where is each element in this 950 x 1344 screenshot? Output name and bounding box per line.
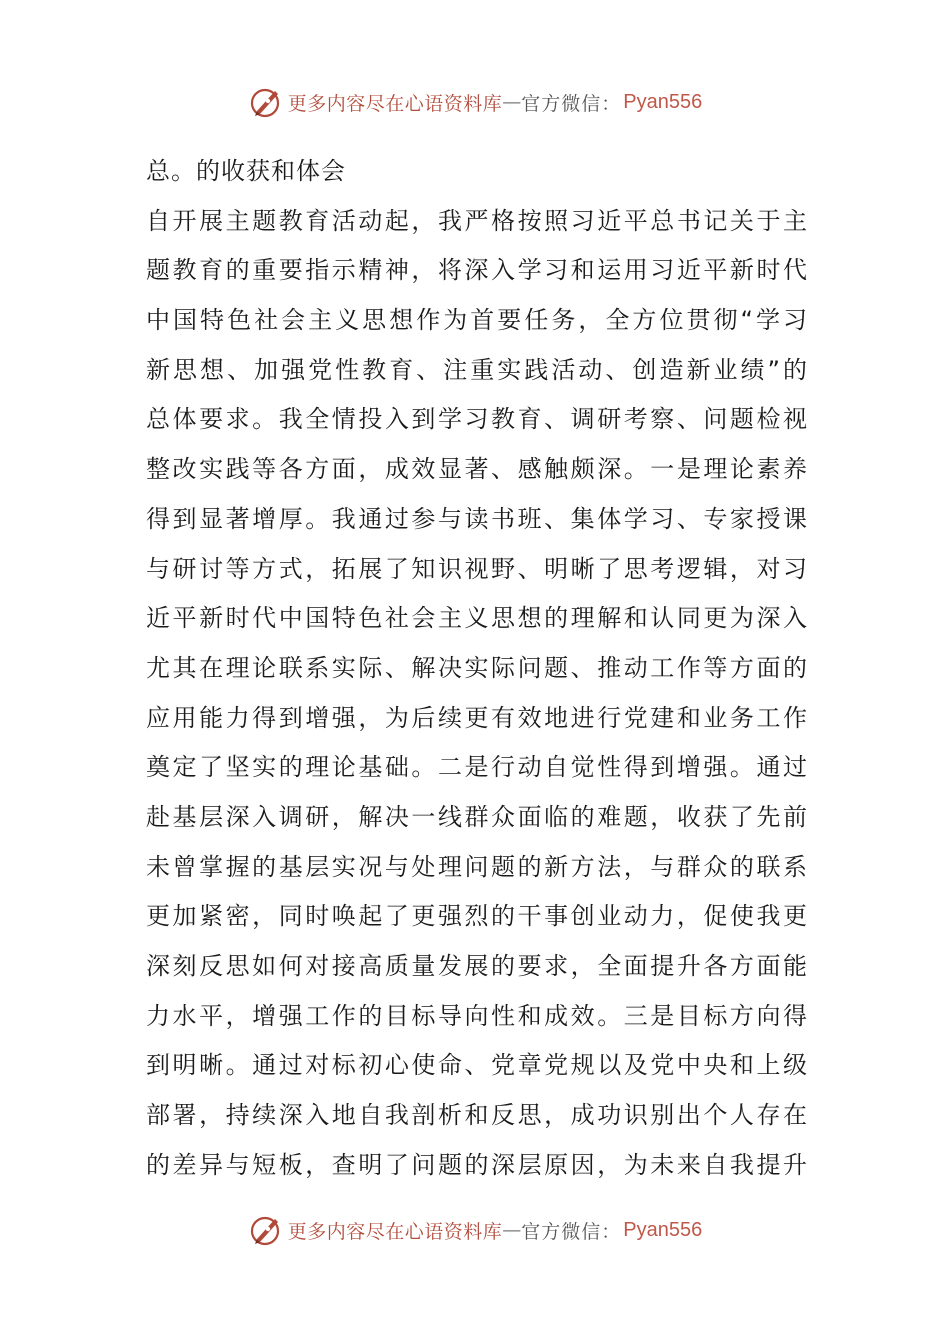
pen-circle-logo-icon <box>248 84 284 120</box>
text-line: 部署，持续深入地自我剖析和反思，成功识别出个人存在 <box>146 1101 808 1130</box>
text-line: 力水平，增强工作的目标导向性和成效。三是目标方向得 <box>146 1001 808 1030</box>
text-line: 题教育的重要指示精神，将深入学习和运用习近平新时代 <box>146 256 808 285</box>
banner-wechat-label: 官方微信： <box>521 1220 622 1243</box>
pen-circle-logo-icon <box>248 1212 284 1248</box>
text-line: 更加紧密，同时唤起了更强烈的干事创业动力，促使我更 <box>146 902 808 931</box>
text-line: 新思想、加强党性教育、注重实践活动、创造新业绩”的 <box>146 355 808 384</box>
banner-wechat-id: Pyan556 <box>623 90 703 113</box>
text-line: 深刻反思如何对接高质量发展的要求，全面提升各方面能 <box>146 952 808 980</box>
banner-wechat-label: 官方微信： <box>521 92 622 115</box>
banner-site-text: 更多内容尽在心语资料库 <box>287 1220 503 1243</box>
text-line: 尤其在理论联系实际、解决实际问题、推动工作等方面的 <box>146 653 808 682</box>
text-line: 应用能力得到增强，为后续更有效地进行党建和业务工作 <box>146 703 808 732</box>
footer-banner <box>0 1208 950 1252</box>
text-line: 总。的收获和体会 <box>146 157 346 185</box>
text-line: 到明晰。通过对标初心使命、党章党规以及党中央和上级 <box>146 1051 808 1080</box>
document-body <box>146 147 808 1190</box>
text-line: 中国特色社会主义思想作为首要任务，全方位贯彻“学习 <box>146 306 808 335</box>
header-banner <box>0 80 950 124</box>
text-line: 赴基层深入调研，解决一线群众面临的难题，收获了先前 <box>146 802 808 831</box>
text-line: 自开展主题教育活动起，我严格按照习近平总书记关于主 <box>146 206 808 235</box>
text-line: 与研讨等方式，拓展了知识视野、明晰了思考逻辑，对习 <box>146 554 808 583</box>
text-line: 奠定了坚实的理论基础。二是行动自觉性得到增强。通过 <box>146 753 808 782</box>
text-line: 得到显著增厚。我通过参与读书班、集体学习、专家授课 <box>146 504 808 533</box>
text-line: 总体要求。我全情投入到学习教育、调研考察、问题检视 <box>146 405 808 434</box>
text-line: 的差异与短板，查明了问题的深层原因，为未来自我提升 <box>146 1150 808 1179</box>
text-line: 近平新时代中国特色社会主义思想的理解和认同更为深入 <box>146 604 808 633</box>
banner-wechat-id: Pyan556 <box>623 1218 703 1241</box>
text-line: 整改实践等各方面，成效显著、感触颇深。一是理论素养 <box>146 455 808 484</box>
text-line: 未曾掌握的基层实况与处理问题的新方法，与群众的联系 <box>146 852 808 881</box>
banner-dash: — <box>502 1219 522 1241</box>
banner-site-text: 更多内容尽在心语资料库 <box>287 92 503 115</box>
banner-dash: — <box>502 91 522 113</box>
